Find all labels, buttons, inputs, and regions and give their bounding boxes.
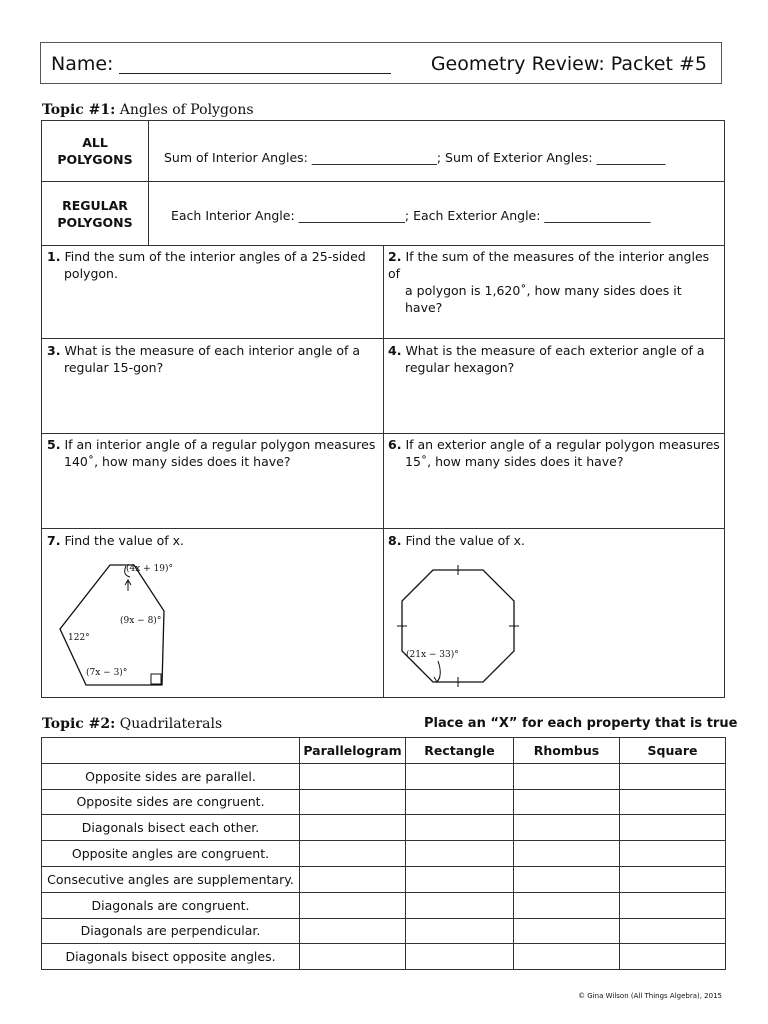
divider: [383, 245, 384, 697]
fig7-top-label: (4x + 19)°: [126, 564, 174, 574]
row-label-line: POLYGONS: [57, 152, 133, 167]
question-7[interactable]: [47, 532, 379, 549]
answer-cell[interactable]: [300, 892, 406, 918]
answer-cell[interactable]: [406, 866, 514, 892]
question-text: If the sum of the measures of the interior angles of: [388, 249, 710, 281]
answer-cell[interactable]: [406, 815, 514, 841]
answer-cell[interactable]: [514, 789, 620, 815]
question-text: Find the value of x.: [405, 533, 526, 548]
tick-mark: [495, 663, 502, 670]
question-number: 8.: [388, 533, 402, 548]
question-number: 7.: [47, 533, 61, 548]
table-row: [42, 841, 726, 867]
row-label-line: POLYGONS: [57, 215, 133, 230]
answer-cell[interactable]: [300, 815, 406, 841]
question-number: 4.: [388, 343, 402, 358]
question-3[interactable]: [47, 342, 379, 376]
property-label: Opposite angles are congruent.: [42, 841, 300, 867]
table-row: [42, 918, 726, 944]
answer-cell[interactable]: [300, 944, 406, 970]
topic2-instruction: Place an “X” for each property that is true: [424, 716, 738, 731]
row-label-line: REGULAR: [62, 198, 128, 213]
property-label: Diagonals are perpendicular.: [42, 918, 300, 944]
answer-cell[interactable]: [300, 866, 406, 892]
topic2-heading: [42, 716, 222, 732]
question-4[interactable]: [388, 342, 722, 376]
octagon-outline: [402, 570, 514, 682]
tick-mark: [414, 663, 421, 670]
question-text: What is the measure of each interior angle of a: [64, 343, 361, 358]
table-row: [42, 944, 726, 970]
fig7-bottom-label: (7x − 3)°: [86, 668, 128, 678]
property-label: Diagonals are congruent.: [42, 892, 300, 918]
header-empty: [42, 738, 300, 764]
property-label: Diagonals bisect opposite angles.: [42, 944, 300, 970]
column-header-square: Square: [620, 738, 726, 764]
answer-cell[interactable]: [620, 892, 726, 918]
question-text: 140˚, how many sides does it have?: [64, 454, 291, 469]
packet-title: Geometry Review: Packet #5: [430, 53, 707, 75]
pentagon-figure: [52, 557, 222, 692]
fig7-middle-label: (9x − 8)°: [120, 616, 162, 626]
topic1-name: Angles of Polygons: [119, 102, 254, 118]
question-1[interactable]: [47, 248, 379, 282]
answer-cell[interactable]: [514, 892, 620, 918]
answer-cell[interactable]: [406, 944, 514, 970]
question-number: 3.: [47, 343, 61, 358]
question-number: 5.: [47, 437, 61, 452]
fig8-angle-label: (21x − 33)°: [406, 650, 459, 660]
column-header-rectangle: Rectangle: [406, 738, 514, 764]
answer-cell[interactable]: [514, 944, 620, 970]
answer-cell[interactable]: [620, 841, 726, 867]
question-text: Find the sum of the interior angles of a 25-sided: [64, 249, 366, 264]
question-number: 2.: [388, 249, 402, 264]
question-text: regular hexagon?: [405, 360, 515, 375]
answer-cell[interactable]: [406, 892, 514, 918]
property-label: Opposite sides are congruent.: [42, 789, 300, 815]
question-text: If an exterior angle of a regular polygon measures: [405, 437, 720, 452]
question-number: 6.: [388, 437, 402, 452]
question-text: a polygon is 1,620˚, how many sides does it have?: [405, 283, 682, 315]
answer-cell[interactable]: [406, 841, 514, 867]
answer-cell[interactable]: [406, 918, 514, 944]
question-2[interactable]: [388, 248, 722, 316]
answer-cell[interactable]: [514, 918, 620, 944]
question-text: 15˚, how many sides does it have?: [405, 454, 624, 469]
answer-cell[interactable]: [300, 789, 406, 815]
tick-mark: [414, 582, 421, 589]
question-text: Find the value of x.: [64, 533, 185, 548]
answer-cell[interactable]: [514, 763, 620, 789]
table-row: [42, 763, 726, 789]
table-row: [42, 815, 726, 841]
question-text: regular 15-gon?: [64, 360, 164, 375]
question-text: What is the measure of each exterior angle of a: [405, 343, 705, 358]
question-number: 1.: [47, 249, 61, 264]
answer-cell[interactable]: [406, 763, 514, 789]
table-row: [42, 866, 726, 892]
answer-cell[interactable]: [620, 918, 726, 944]
all-polygons-prompt[interactable]: Sum of Interior Angles: ____________________; Sum of Exterior Angles: ___________: [164, 150, 666, 165]
property-label: Consecutive angles are supplementary.: [42, 866, 300, 892]
topic1-table: [41, 120, 725, 698]
row-label-regular-polygons: [42, 197, 148, 231]
question-8[interactable]: [388, 532, 722, 549]
answer-cell[interactable]: [300, 918, 406, 944]
question-5[interactable]: [47, 436, 383, 470]
answer-cell[interactable]: [514, 815, 620, 841]
table-row: [42, 892, 726, 918]
table-row: [42, 789, 726, 815]
answer-cell[interactable]: [620, 763, 726, 789]
question-6[interactable]: [388, 436, 722, 470]
property-label: Opposite sides are parallel.: [42, 763, 300, 789]
name-blank-line[interactable]: [119, 73, 391, 74]
answer-cell[interactable]: [620, 789, 726, 815]
topic2-number: Topic #2:: [42, 716, 116, 732]
answer-cell[interactable]: [620, 866, 726, 892]
header-box: [40, 42, 722, 84]
right-angle-mark: [151, 674, 161, 684]
topic2-name: Quadrilaterals: [119, 716, 223, 732]
copyright-footer: © Gina Wilson (All Things Algebra), 2015: [578, 992, 722, 1000]
divider: [42, 181, 724, 182]
fig7-left-label: 122°: [68, 633, 90, 643]
divider: [148, 121, 149, 245]
answer-cell[interactable]: [620, 944, 726, 970]
topic1-number: Topic #1:: [42, 102, 116, 118]
answer-cell[interactable]: [300, 763, 406, 789]
topic1-heading: [42, 102, 254, 118]
answer-cell[interactable]: [300, 841, 406, 867]
table-header-row: [42, 738, 726, 764]
answer-cell[interactable]: [620, 815, 726, 841]
answer-cell[interactable]: [514, 841, 620, 867]
row-label-line: ALL: [82, 135, 108, 150]
property-label: Diagonals bisect each other.: [42, 815, 300, 841]
question-text: If an interior angle of a regular polygon measures: [64, 437, 376, 452]
column-header-rhombus: Rhombus: [514, 738, 620, 764]
answer-cell[interactable]: [514, 866, 620, 892]
name-label: Name:: [51, 53, 114, 75]
tick-mark: [495, 582, 502, 589]
column-header-parallelogram: Parallelogram: [300, 738, 406, 764]
quadrilateral-properties-table: [41, 737, 726, 970]
question-text: polygon.: [64, 266, 118, 281]
regular-polygons-prompt[interactable]: Each Interior Angle: _________________; Each Exterior Angle: _________________: [171, 208, 651, 223]
answer-cell[interactable]: [406, 789, 514, 815]
row-label-all-polygons: [42, 134, 148, 168]
octagon-figure: [394, 565, 524, 695]
